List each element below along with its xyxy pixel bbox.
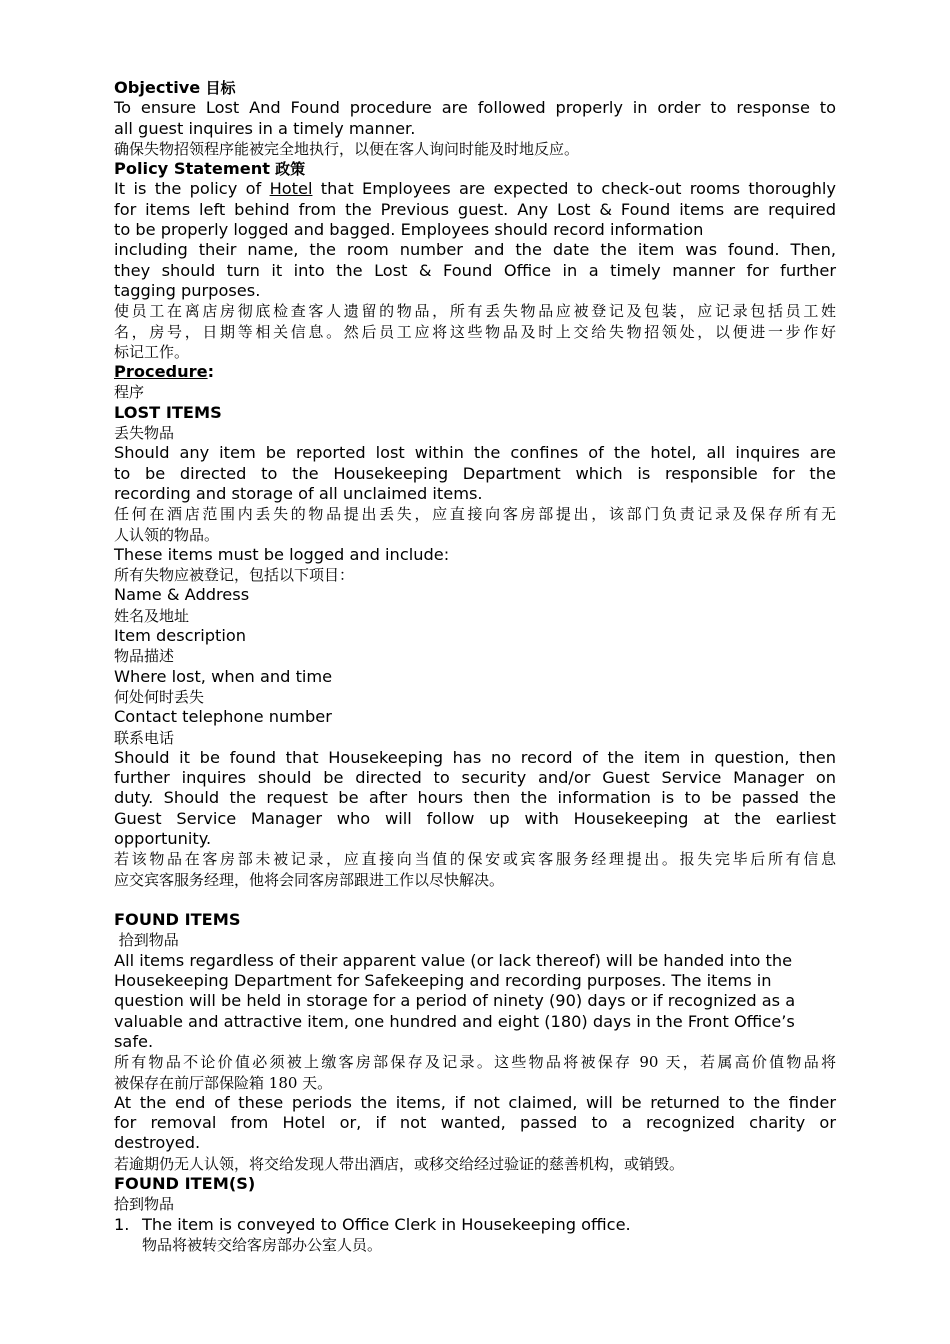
found-para1-line2: Housekeeping Department for Safekeeping and recording purposes. The items in (114, 971, 772, 991)
objective-heading-zh: 目标 (205, 79, 236, 97)
lost-field-item-description: Item description (114, 626, 246, 646)
policy-heading (114, 159, 836, 179)
found-para1-zh-line2: 被保存在前厅部保险箱 180 天。 (114, 1073, 333, 1092)
procedure-heading-text: Procedure (114, 362, 208, 382)
policy-line1-pre: It is the policy of (114, 179, 270, 199)
lost-para2-zh-line1: 若该物品在客房部未被记录，应直接向当值的保安或宾客服务经理提出。报失完毕后所有信息 (114, 850, 836, 869)
policy-zh-line1: 使员工在离店房彻底检查客人遗留的物品，所有丢失物品应被登记及包装，应记录包括员工姓 (114, 302, 836, 321)
lost-para1-line3: recording and storage of all unclaimed items. (114, 483, 483, 503)
policy-line6: tagging purposes. (114, 280, 261, 300)
lost-field-contact-phone: Contact telephone number (114, 707, 332, 727)
section-spacer (114, 890, 836, 910)
lost-log-intro: These items must be logged and include: (114, 544, 450, 564)
policy-line1-post: that Employees are expected to check-out rooms thoroughly (312, 179, 836, 199)
lost-para2-zh-line2: 应交宾客服务经理，他将会同客房部跟进工作以尽快解决。 (114, 870, 505, 889)
found-item-s-heading-zh: 拾到物品 (114, 1195, 175, 1214)
policy-line4: including their name, the room number and the date the item was found. Then, (114, 240, 836, 260)
step-text: The item is conveyed to Office Clerk in Housekeeping office. (142, 1214, 631, 1234)
lost-para2-line4: Guest Service Manager who will follow up with Housekeeping at the earliest (114, 808, 836, 828)
lost-field-where-when-zh: 何处何时丢失 (114, 687, 205, 706)
lost-para1-zh-line1: 任何在酒店范围内丢失的物品提出丢失，应直接向客房部提出，该部门负责记录及保存所有无 (114, 505, 836, 524)
found-para1-line3: question will be held in storage for a period of ninety (90) days or if recognized as a (114, 991, 796, 1011)
found-para2-zh: 若逾期仍无人认领，将交给发现人带出酒店，或移交给经过验证的慈善机构，或销毁。 (114, 1154, 685, 1173)
found-items-heading-zh: 拾到物品 (114, 931, 179, 950)
objective-heading (114, 78, 836, 98)
lost-para1-line1: Should any item be reported lost within the confines of the hotel, all inquires are (114, 443, 836, 463)
policy-zh-line3: 标记工作。 (114, 342, 190, 361)
policy-heading-zh: 政策 (275, 160, 306, 179)
found-para2-line2: for removal from Hotel or, if not wanted, passed to a recognized charity or (114, 1113, 836, 1133)
policy-zh-line2: 名，房号，日期等相关信息。然后员工应将这些物品及时上交给失物招领处，以便进一步作好 (114, 322, 836, 341)
policy-line2: for items left behind from the Previous guest. Any Lost & Found items are required (114, 199, 836, 219)
numbered-step (114, 1215, 836, 1235)
found-para2-line1: At the end of these periods the items, if not claimed, will be returned to the finder (114, 1092, 836, 1112)
objective-heading-en: Objective (114, 78, 201, 97)
lost-para2-line5: opportunity. (114, 828, 212, 848)
step-text-zh: 物品将被转交给客房部办公室人员。 (142, 1235, 383, 1254)
document-page (114, 78, 836, 1255)
lost-items-heading: LOST ITEMS (114, 402, 222, 422)
hotel-link[interactable]: Hotel (269, 179, 313, 199)
found-para2-line3: destroyed. (114, 1133, 201, 1153)
lost-field-where-when: Where lost, when and time (114, 666, 333, 686)
lost-para1-line2: to be directed to the Housekeeping Department which is responsible for the (114, 463, 836, 483)
lost-field-name-address: Name & Address (114, 585, 250, 605)
found-para1-zh-line1: 所有物品不论价值必须被上缴客房部保存及记录。这些物品将被保存 90 天，若属高价值物品将 (114, 1053, 836, 1072)
step-number: 1. (114, 1214, 130, 1234)
procedure-heading-zh: 程序 (114, 383, 145, 402)
policy-line1 (114, 179, 836, 199)
lost-para2-line3: duty. Should the request be after hours then the information is to be passed the (114, 788, 836, 808)
found-para1-line4: valuable and attractive item, one hundred and eight (180) days in the Front Office’s (114, 1011, 795, 1031)
lost-para2-line1: Should it be found that Housekeeping has no record of the item in question, then (114, 747, 836, 767)
found-items-heading: FOUND ITEMS (114, 910, 241, 930)
objective-text-zh: 确保失物招领程序能被完全地执行，以便在客人询问时能及时地反应。 (114, 139, 580, 158)
lost-items-heading-zh: 丢失物品 (114, 424, 175, 443)
lost-log-intro-zh: 所有失物应被登记，包括以下项目： (114, 566, 355, 585)
objective-text-line1: To ensure Lost And Found procedure are followed properly in order to response to (114, 98, 836, 118)
policy-line5: they should turn it into the Lost & Found Office in a timely manner for further (114, 260, 836, 280)
objective-text-line2: all guest inquires in a timely manner. (114, 118, 416, 138)
procedure-colon: : (207, 362, 215, 382)
lost-field-contact-phone-zh: 联系电话 (114, 728, 175, 747)
found-item-s-heading: FOUND ITEM(S) (114, 1174, 256, 1194)
policy-heading-en: Policy Statement (114, 159, 271, 179)
found-para1-line1: All items regardless of their apparent value (or lack thereof) will be handed into the (114, 950, 793, 970)
lost-field-item-description-zh: 物品描述 (114, 647, 175, 666)
lost-field-name-address-zh: 姓名及地址 (114, 606, 190, 625)
lost-para1-zh-line2: 人认领的物品。 (114, 525, 220, 544)
found-para1-line5: safe. (114, 1031, 154, 1051)
policy-line3: to be properly logged and bagged. Employees should record information (114, 220, 704, 240)
procedure-heading (114, 362, 836, 382)
lost-para2-line2: further inquires should be directed to security and/or Guest Service Manager on (114, 768, 836, 788)
